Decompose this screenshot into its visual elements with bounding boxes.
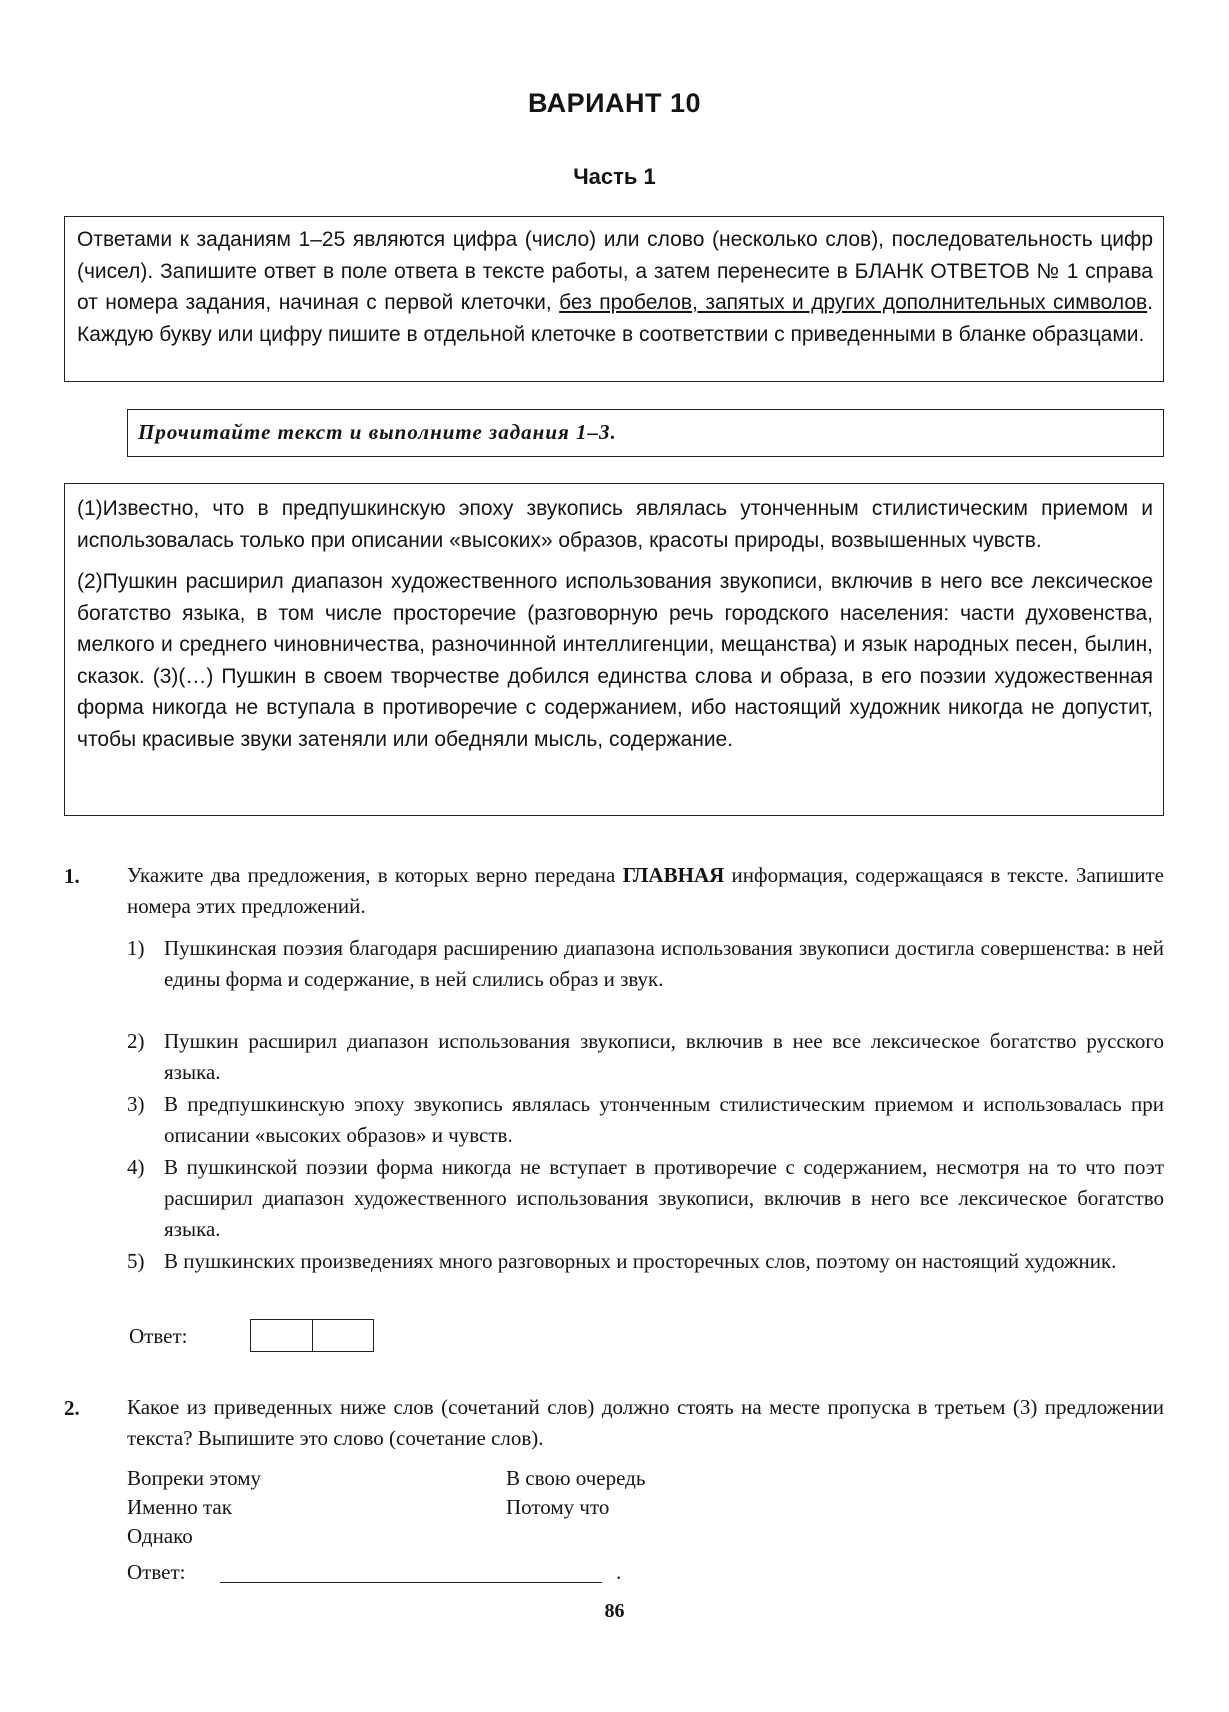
read-prompt-box <box>127 409 1164 457</box>
task2-answer-label: Ответ: <box>127 1560 186 1584</box>
passage-box <box>64 483 1164 816</box>
task1-option-1 <box>127 933 1164 995</box>
task2-answer-line[interactable] <box>220 1582 602 1583</box>
option-text: Пушкинская поэзия благодаря расширению диапазона использования звукописи достигла совершенства: в ней едины форма и содержание, в ней слились образ и звук. <box>164 936 1164 991</box>
task1-option-5 <box>127 1246 1164 1277</box>
task2-word-5: Потому что <box>506 1495 610 1519</box>
instructions-box <box>64 216 1164 382</box>
option-number: 4) <box>127 1155 145 1179</box>
answer-cell-2[interactable] <box>312 1320 374 1351</box>
variant-title: ВАРИАНТ 10 <box>527 88 702 118</box>
option-number: 1) <box>127 936 145 960</box>
task1-option-3 <box>127 1089 1164 1151</box>
task1-prompt <box>127 860 1164 922</box>
task1-prompt-start: Укажите два предложения, в которых верно передана <box>127 863 623 887</box>
task1-option-4 <box>127 1152 1164 1245</box>
option-number: 3) <box>127 1092 145 1116</box>
answer-cell-1[interactable] <box>251 1320 312 1351</box>
task2-word-2: Именно так <box>127 1495 232 1519</box>
task1-answer-label: Ответ: <box>129 1324 188 1348</box>
option-text: Пушкин расширил диапазон использования звукописи, включив в нее все лексическое богатство русского языка. <box>164 1029 1164 1084</box>
task2-prompt: Какое из приведенных ниже слов (сочетаний слов) должно стоять на месте пропуска в третьем (3) предложении текста? Выпишите это слово (сочетание слов). <box>127 1395 1164 1450</box>
option-text: В пушкинской поэзии форма никогда не вступает в противоречие с содержанием, несмотря на то что поэт расширил диапазон художественного использования звукописи, включив в него все лексическое богатство языка. <box>164 1155 1164 1241</box>
passage-paragraph-1: (1)Известно, что в предпушкинскую эпоху звукопись являлась утонченным стилистическим приемом и использовалась только при описании «высоких» образов, красоты природы, возвышенных чувств. <box>77 497 1153 552</box>
task2-number: 2. <box>64 1396 80 1420</box>
task2-word-4: В свою очередь <box>506 1466 646 1490</box>
task1-prompt-end: информация, содержащаяся в тексте. Запишите номера этих предложений. <box>127 863 1164 918</box>
passage-paragraph-2: (2)Пушкин расширил диапазон художественного использования звукописи, включив в него все лексическое богатство языка, в том числе просторечие (разговорную речь городского населения: части духовенства, мелкого и среднего чиновничества, разночинной интеллигенции, мещанства) и язык народных песен, былин, сказок. (3)(…) Пушкин в своем творчестве добился единства слова и образа, в его поэзии художественная форма никогда не вступала в противоречие с содержанием, ибо настоящий художник никогда не допустит, чтобы красивые звуки затеняли или обедняли мысль, содержание. <box>77 570 1153 751</box>
instructions-text-2: . Каждую букву или цифру пишите в отдельной клеточке в соответствии с приведенными в бланке образцами. <box>77 291 1153 346</box>
task2-answer-dot: . <box>616 1560 622 1584</box>
part-title: Часть 1 <box>573 164 656 189</box>
task1-number: 1. <box>64 864 80 888</box>
page-number: 86 <box>604 1600 625 1622</box>
read-prompt: Прочитайте текст и выполните задания 1–3. <box>138 420 617 444</box>
option-number: 5) <box>127 1249 145 1273</box>
task1-prompt-bold: ГЛАВНАЯ <box>622 863 725 887</box>
instructions-underlined: без пробелов, запятых и других дополнительных символов <box>559 291 1148 314</box>
task2-word-1: Вопреки этому <box>127 1466 262 1490</box>
task1-answer-cells[interactable] <box>250 1319 374 1352</box>
option-number: 2) <box>127 1029 145 1053</box>
instructions-text-1: Ответами к заданиям 1–25 являются цифра (число) или слово (несколько слов), последовательность цифр (чисел). Запишите ответ в поле ответа в тексте работы, а затем перенесите в БЛАНК ОТВЕТОВ № 1 справа от номера задания, начиная с первой клеточки, <box>77 228 1153 314</box>
option-text: В пушкинских произведениях много разговорных и просторечных слов, поэтому он настоящий художник. <box>164 1249 1117 1273</box>
task2-word-3: Однако <box>127 1524 193 1548</box>
option-text: В предпушкинскую эпоху звукопись являлась утонченным стилистическим приемом и использовалась при описании «высоких образов» и чувств. <box>164 1092 1164 1147</box>
task1-option-2 <box>127 1026 1164 1088</box>
